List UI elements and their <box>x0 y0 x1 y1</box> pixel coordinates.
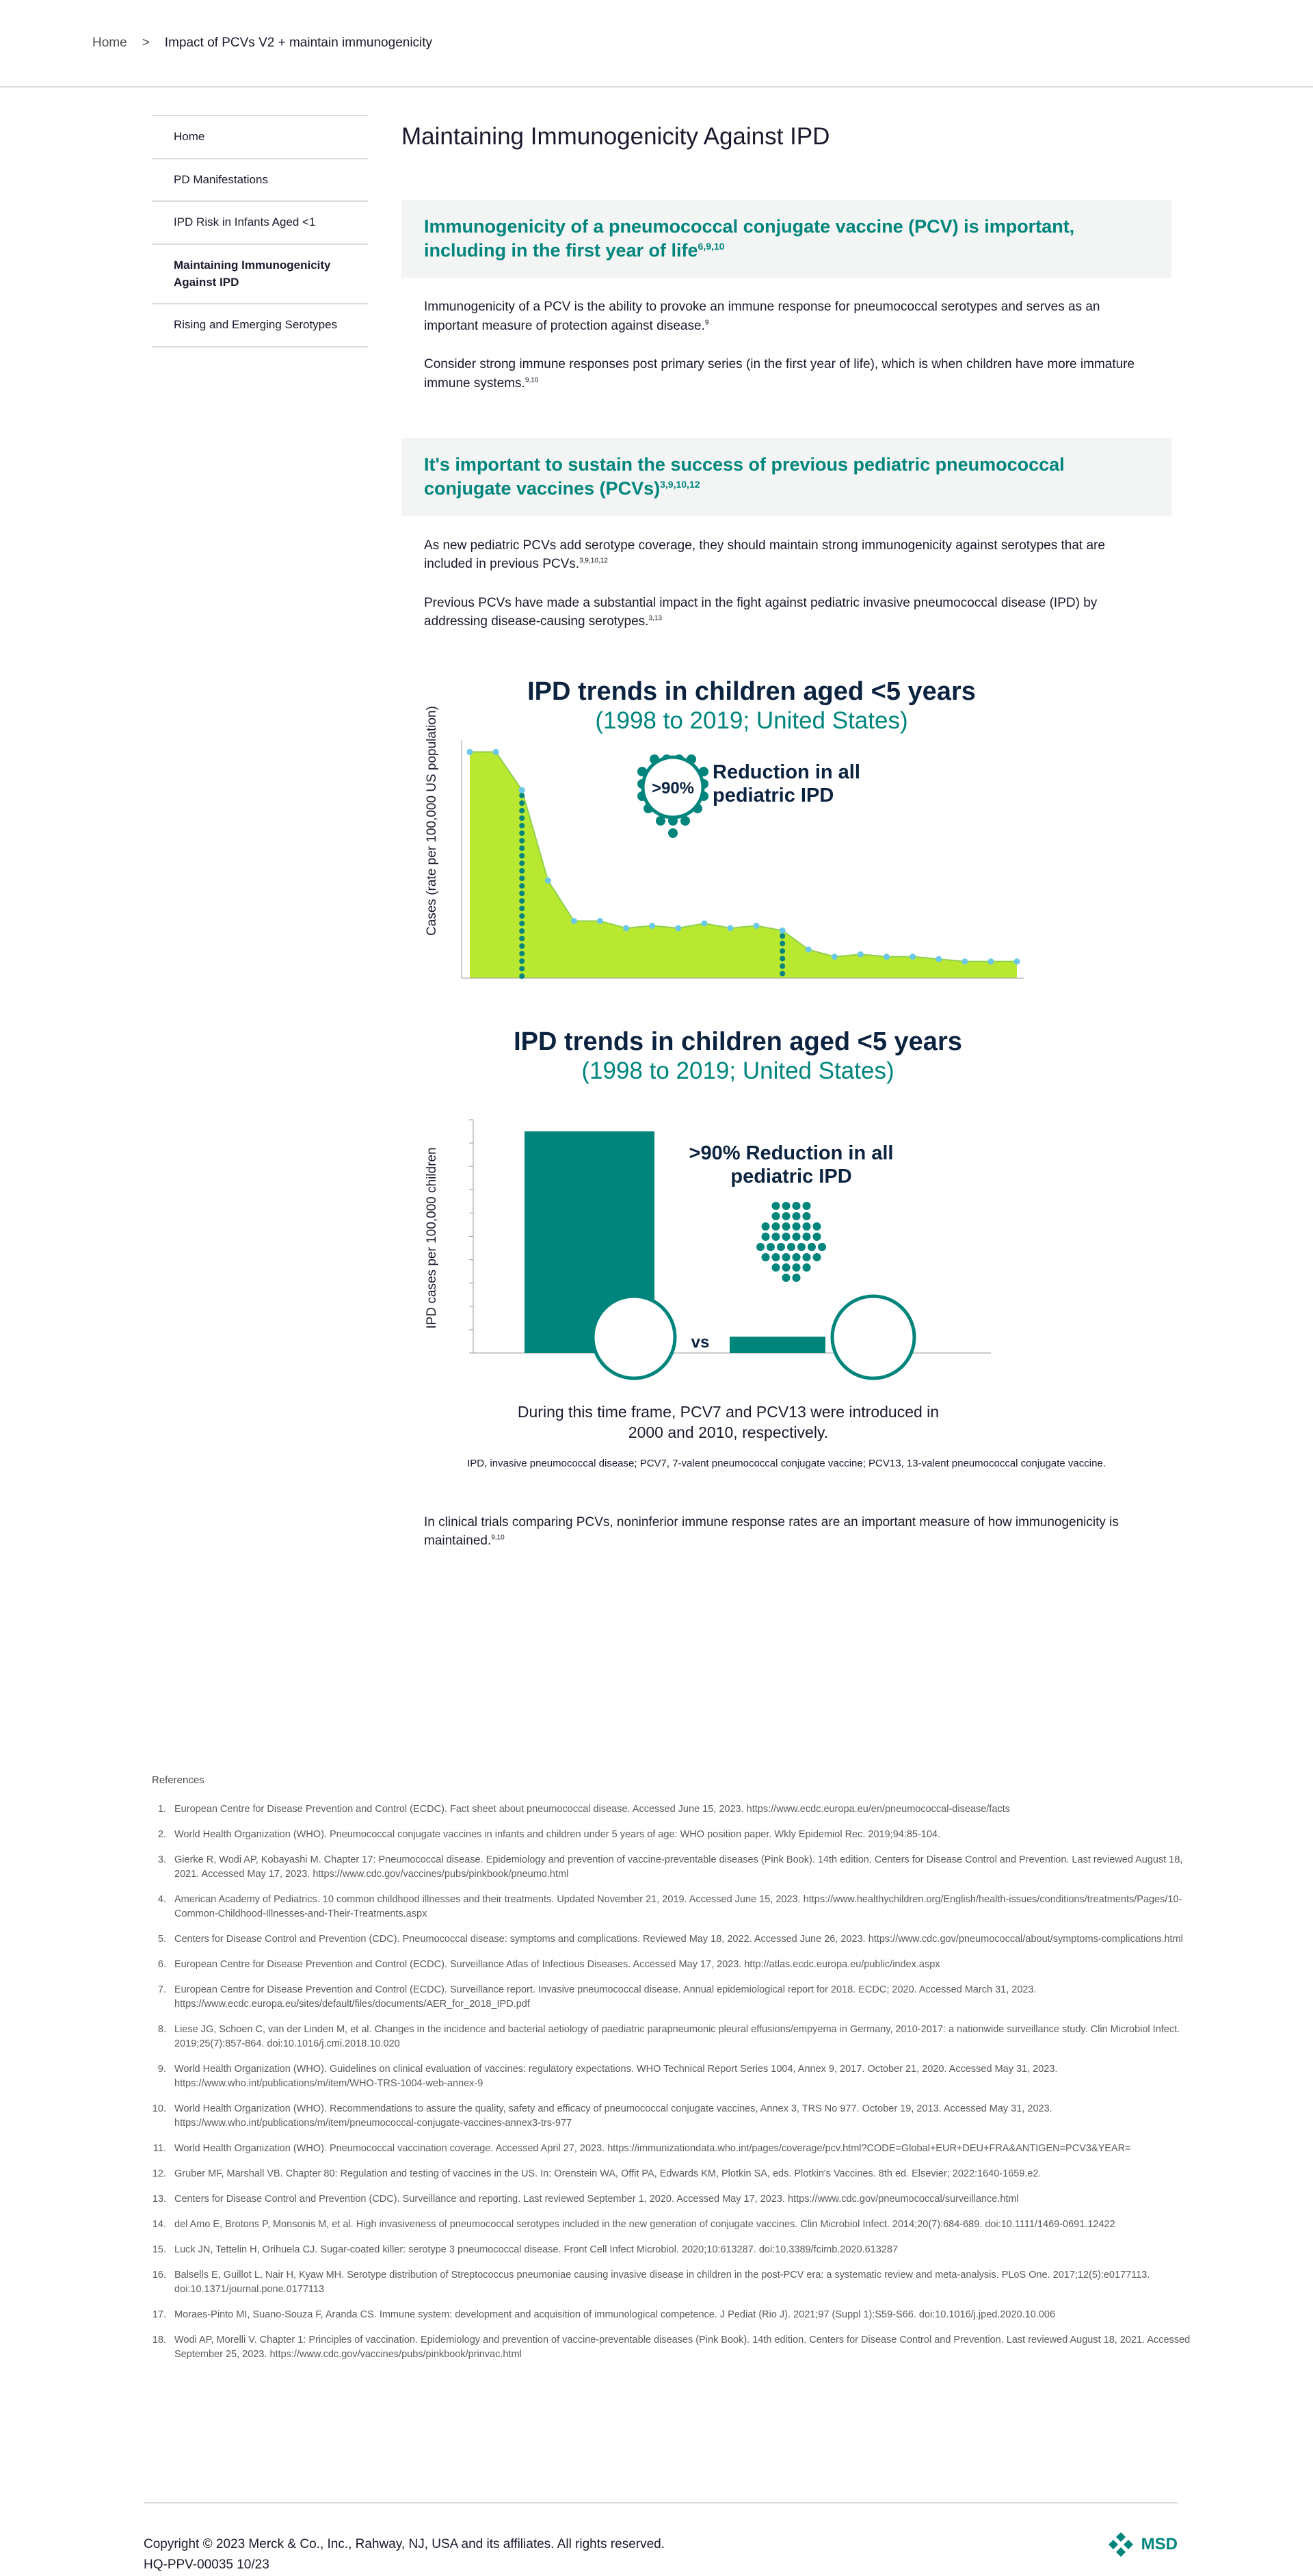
introduction-marker-dot <box>519 921 525 926</box>
arrow-dot <box>803 1212 811 1220</box>
references-section <box>152 1774 1191 2373</box>
reference-item: 10. World Health Organization (WHO). Recommendations to assure the quality, safety and efficacy of pneumococcal conjugate vaccines, Annex 3, TRS No 977. October 19, 2013. Accessed May 31, 2023. https://www.who.int/publications/m/item/pneumococcal-conjugate-vaccines-annex3-trs-977 <box>169 2102 1191 2131</box>
vs-label: vs <box>691 1332 710 1352</box>
data-point <box>858 951 864 957</box>
callout-line-2: pediatric IPD <box>713 784 834 806</box>
sidebar-item-pd-manifestations[interactable]: PD Manifestations <box>152 159 368 202</box>
data-point <box>936 956 942 962</box>
arrow-dot <box>803 1222 811 1231</box>
data-point <box>727 925 733 931</box>
arrow-dot <box>793 1233 801 1241</box>
sidebar-item-rising-serotypes[interactable]: Rising and Emerging Serotypes <box>152 304 368 347</box>
page-title: Maintaining Immunogenicity Against IPD <box>401 123 830 150</box>
citation-sup: 3,9,10,12 <box>660 479 700 490</box>
arrow-dots-icon <box>756 1202 826 1282</box>
citation-sup: 3,13 <box>648 614 662 622</box>
y-axis-label: Cases (rate per 100,000 US population) <box>425 705 439 936</box>
arrow-dot <box>772 1263 780 1272</box>
data-point <box>493 749 499 755</box>
introduction-marker-dot <box>780 941 785 946</box>
reference-item: 14. del Amo E, Brotons P, Monsonis M, et al. High invasiveness of pneumococcal serotypes included in the new generation of conjugate vaccines. Clin Microbiol Infect. 2014;20(7):684-689. doi:10.1111/1469-0691.12422 <box>169 2218 1191 2232</box>
introduction-marker-dot <box>780 948 785 954</box>
section-text-2 <box>401 536 1171 631</box>
arrow-dot <box>793 1212 801 1220</box>
callout-sustain-success <box>401 438 1171 516</box>
introduction-marker-dot <box>519 951 525 956</box>
arrow-dot <box>803 1202 811 1210</box>
data-point <box>675 925 681 931</box>
data-point <box>701 920 707 926</box>
callout-line-1: Reduction in all <box>713 761 860 783</box>
paragraph-text: In clinical trials comparing PCVs, noninferior immune response rates are an important measure of how immunogenicity is maintained. <box>424 1514 1119 1549</box>
sidebar-item-ipd-risk[interactable]: IPD Risk in Infants Aged <1 <box>152 202 368 245</box>
data-point <box>571 918 577 924</box>
arrow-dot <box>782 1253 791 1261</box>
citation-sup: 3,9,10,12 <box>579 557 608 565</box>
arrow-dot <box>803 1233 811 1241</box>
arrow-dot <box>793 1274 801 1282</box>
introduction-marker-dot <box>519 898 525 904</box>
arrow-dot <box>762 1253 770 1261</box>
caption-line-1: During this time frame, PCV7 and PCV13 were introduced in <box>517 1402 940 1421</box>
introduction-marker-dot <box>519 800 525 806</box>
citation-sup: 6,9,10 <box>698 241 725 252</box>
reference-item: 4. American Academy of Pediatrics. 10 common childhood illnesses and their treatments. Updated November 21, 2019. Accessed June 15, 2023. https://www.healthychildren.org/English/health-issues/conditions/treatments/Pages/10-Common-Childhood-Illnesses-and-Their-Treatments.aspx <box>169 1893 1191 1921</box>
introduction-marker-dot <box>519 808 525 813</box>
introduction-marker-dot <box>519 958 525 964</box>
citation-sup: 9,10 <box>525 376 539 384</box>
callout-immunogenicity <box>401 200 1171 278</box>
paragraph <box>424 594 1149 631</box>
bars <box>525 1131 914 1378</box>
introduction-marker-dot <box>519 838 525 843</box>
reference-item: 8. Liese JG, Schoen C, van der Linden M, et al. Changes in the incidence and bacterial aetiology of paediatric parapneumonic pleural effusions/empyema in Germany, 2010-2017: a nationwide surveillance study. Clin Microbiol Infect. 2019;25(7):857-864. doi:10.1016/j.cmi.2018.10.020 <box>169 2023 1191 2051</box>
bar-chart-svg <box>401 1023 1085 1447</box>
introduction-marker-dot <box>519 906 525 911</box>
introduction-marker-dot <box>519 868 525 873</box>
references-list <box>152 1802 1191 2362</box>
main-content <box>401 115 1171 1551</box>
paragraph <box>424 355 1149 393</box>
introduction-marker-dot <box>519 943 525 949</box>
footer <box>144 2502 1178 2576</box>
reference-item: 6. European Centre for Disease Prevention and Control (ECDC). Surveillance Atlas of Infectious Diseases. Accessed May 17, 2023. http://atlas.ecdc.europa.eu/public/index.aspx <box>169 1958 1191 1972</box>
reduction-callout <box>637 754 860 838</box>
plot-area <box>462 749 1024 978</box>
data-point <box>597 918 603 924</box>
reference-item: 17. Moraes-Pinto MI, Suano-Souza F, Aranda CS. Immune system: development and acquisition of immunological competence. J Pediat (Rio J). 2021;97 (Suppl 1):S59-S66. doi:10.1016/j.jped.2020.10.006 <box>169 2308 1191 2322</box>
arrow-dot <box>756 1243 765 1251</box>
callout-heading <box>424 215 1149 263</box>
msd-logo[interactable] <box>1107 2531 1178 2558</box>
data-point <box>519 787 525 793</box>
data-point <box>754 923 760 929</box>
section-text-3 <box>401 1513 1171 1551</box>
paragraph <box>424 536 1149 574</box>
reference-item: 2. World Health Organization (WHO). Pneumococcal conjugate vaccines in infants and children under 5 years of age: WHO position paper. Wkly Epidemiol Rec. 2019;94:85-104. <box>169 1828 1191 1842</box>
abbreviations-footnote: IPD, invasive pneumococcal disease; PCV7, 7-valent pneumococcal conjugate vaccine; PCV13, 13-valent pneumococcal conjugate vaccine. <box>467 1457 1106 1469</box>
section-text-1 <box>401 298 1171 393</box>
introduction-marker-dot <box>780 971 785 976</box>
arrow-dot <box>797 1243 806 1251</box>
arrow-dot <box>793 1202 801 1210</box>
sidebar-item-maintaining-immunogenicity[interactable]: Maintaining Immunogenicity Against IPD <box>152 245 368 304</box>
callout-line-2: pediatric IPD <box>730 1165 852 1187</box>
reference-item: 13. Centers for Disease Control and Prevention (CDC). Surveillance and reporting. Last reviewed September 1, 2020. Accessed May 17, 2023. https://www.cdc.gov/pneumococcal/surveillance.html <box>169 2192 1191 2207</box>
introduction-marker-dot <box>519 845 525 851</box>
data-point <box>780 928 786 934</box>
y-axis-label: IPD cases per 100,000 children <box>425 1147 439 1329</box>
breadcrumb-home-link[interactable]: Home <box>92 36 127 50</box>
reference-item: 3. Gierke R, Wodi AP, Kobayashi M. Chapter 17: Pneumococcal disease. Epidemiology and prevention of vaccine-preventable diseases (Pink Book). 14th edition. Centers for Disease Control and Prevention. Last reviewed August 18, 2021. Accessed May 17, 2023. https://www.cdc.gov/vaccines/pubs/pinkbook/pneumo.html <box>169 1853 1191 1882</box>
year-badge <box>832 1296 914 1378</box>
reference-item: 16. Balsells E, Guillot L, Nair H, Kyaw MH. Serotype distribution of Streptococcus pneumoniae causing invasive disease in children in the post-PCV era: a systematic review and meta-analysis. PLoS One. 2017;12(5):e0177113. doi:10.1371/journal.pone.0177113 <box>169 2268 1191 2297</box>
data-point <box>910 954 916 960</box>
introduction-marker-dot <box>780 956 785 961</box>
data-point <box>623 925 629 931</box>
references-title: References <box>152 1774 204 1786</box>
sidebar-nav <box>152 115 368 347</box>
arrow-dot <box>803 1253 811 1261</box>
arrow-dot <box>772 1222 780 1231</box>
reference-item: 18. Wodi AP, Morelli V. Chapter 1: Principles of vaccination. Epidemiology and prevention of vaccine-preventable diseases (Pink Book). 14th edition. Centers for Disease Control and Prevention. Last reviewed August 18, 2021. Accessed September 25, 2023. https://www.cdc.gov/vaccines/pubs/pinkbook/prinvac.html <box>169 2333 1191 2362</box>
document-code: HQ-PPV-00035 10/23 <box>144 2558 269 2573</box>
reference-item: 1. European Centre for Disease Prevention and Control (ECDC). Fact sheet about pneumococcal disease. Accessed June 15, 2023. https://www.ecdc.europa.eu/en/pneumococcal-disease/facts <box>169 1802 1191 1817</box>
breadcrumb-current: Impact of PCVs V2 + maintain immunogenicity <box>164 36 433 50</box>
arrow-dot <box>808 1243 816 1251</box>
data-point <box>545 878 551 884</box>
area-chart-svg <box>401 653 1085 1009</box>
arrow-dot <box>772 1212 780 1220</box>
introduction-marker-dot <box>519 830 525 836</box>
introduction-marker-dot <box>519 853 525 858</box>
data-point <box>884 954 890 960</box>
reduction-badge-text: >90% <box>651 778 695 798</box>
introduction-marker-dot <box>519 876 525 881</box>
arrow-dot <box>668 828 678 838</box>
reference-item: 5. Centers for Disease Control and Prevention (CDC). Pneumococcal disease: symptoms and complications. Reviewed May 18, 2022. Accessed June 26, 2023. https://www.cdc.gov/pneumococcal/about/symptoms-complications.html <box>169 1932 1191 1947</box>
arrow-dot <box>793 1263 801 1272</box>
msd-logo-icon <box>1107 2531 1135 2558</box>
breadcrumb-separator: > <box>142 36 150 50</box>
data-point <box>649 923 655 929</box>
arrow-dot <box>762 1222 770 1231</box>
chart-title: IPD trends in children aged <5 years <box>514 1027 962 1056</box>
arrow-dot <box>813 1233 821 1241</box>
ipd-trend-bar-chart <box>401 1023 1171 1447</box>
introduction-marker-dot <box>519 860 525 866</box>
breadcrumb <box>0 0 1313 88</box>
introduction-marker-dot <box>519 913 525 919</box>
arrow-dot <box>782 1222 791 1231</box>
paragraph-text: Consider strong immune responses post primary series (in the first year of life), which is when children have more immature immune systems. <box>424 357 1135 391</box>
sidebar-item-home[interactable]: Home <box>152 115 368 159</box>
introduction-marker-dot <box>519 936 525 941</box>
callout-line-1: >90% Reduction in all <box>689 1142 894 1164</box>
introduction-marker-dot <box>519 883 525 889</box>
paragraph-text: Immunogenicity of a PCV is the ability to provoke an immune response for pneumococcal serotypes and serves as an important measure of protection against disease. <box>424 300 1100 333</box>
arrow-dot <box>787 1243 795 1251</box>
arrow-dot <box>772 1253 780 1261</box>
year-badge-circle <box>593 1296 675 1378</box>
chart-title: IPD trends in children aged <5 years <box>527 676 976 706</box>
paragraph <box>424 298 1149 335</box>
arrow-dot <box>772 1202 780 1210</box>
reference-item: 11. World Health Organization (WHO). Pneumococcal vaccination coverage. Accessed April 27, 2023. https://immunizationdata.who.int/pages/coverage/pcv.html?CODE=Global+EUR+DEU+FRA&ANTIGEN=PCV3&YEAR= <box>169 2142 1191 2156</box>
bar <box>730 1337 825 1353</box>
paragraph <box>424 1513 1149 1551</box>
introduction-marker-dot <box>780 933 785 938</box>
introduction-marker-dot <box>519 815 525 821</box>
introduction-marker-dot <box>519 891 525 896</box>
introduction-marker-dot <box>780 963 785 969</box>
citation-sup: 9 <box>704 319 709 327</box>
chart-subtitle: (1998 to 2019; United States) <box>581 1057 894 1084</box>
reference-item: 15. Luck JN, Tettelin H, Orihuela CJ. Sugar-coated killer: serotype 3 pneumococcal disease. Front Cell Infect Microbiol. 2020;10:613287. doi:10.3389/fcimb.2020.613287 <box>169 2243 1191 2257</box>
caption-line-2: 2000 and 2010, respectively. <box>628 1423 829 1441</box>
reference-item: 7. European Centre for Disease Prevention and Control (ECDC). Surveillance report. Invasive pneumococcal disease. Annual epidemiological report for 2018. ECDC; 2020. Accessed March 31, 2023. https://www.ecdc.europa.eu/sites/default/files/documents/AER_for_2018_IPD.pdf <box>169 1983 1191 2012</box>
chart-subtitle: (1998 to 2019; United States) <box>595 707 908 734</box>
reference-item: 12. Gruber MF, Marshall VB. Chapter 80: Regulation and testing of vaccines in the US. In: Orenstein WA, Offit PA, Edwards KM, Plotkin SA, eds. Plotkin's Vaccines. 8th ed. Elsevier; 2022:1640-1659.e2. <box>169 2167 1191 2181</box>
data-point <box>806 946 812 952</box>
callout-heading-text: Immunogenicity of a pneumococcal conjugate vaccine (PCV) is important, including in the first year of life <box>424 216 1075 261</box>
arrow-dot <box>782 1274 791 1282</box>
arrow-dot <box>813 1253 821 1261</box>
arrow-dot <box>793 1222 801 1231</box>
citation-sup: 9,10 <box>491 1534 505 1542</box>
data-point <box>1014 958 1020 964</box>
data-point <box>832 954 838 960</box>
callout-heading-text: It's important to sustain the success of previous pediatric pneumococcal conjugate vaccines (PCVs) <box>424 454 1065 499</box>
copyright-text: Copyright © 2023 Merck & Co., Inc., Rahway, NJ, USA and its affiliates. All rights reserved. <box>144 2537 665 2551</box>
paragraph-text: As new pediatric PCVs add serotype coverage, they should maintain strong immunogenicity against serotypes that are included in previous PCVs. <box>424 538 1105 572</box>
arrow-dot <box>767 1243 775 1251</box>
arrow-dot <box>793 1253 801 1261</box>
arrow-dot <box>762 1233 770 1241</box>
introduction-marker-dot <box>519 823 525 828</box>
arrow-dot <box>803 1263 811 1272</box>
msd-logo-text: MSD <box>1141 2535 1178 2553</box>
introduction-marker-dot <box>519 928 525 934</box>
arrow-dot <box>772 1233 780 1241</box>
paragraph-text: Previous PCVs have made a substantial impact in the fight against pediatric invasive pneumococcal disease (IPD) by addressing disease-causing serotypes. <box>424 595 1098 629</box>
arrow-dot <box>782 1263 791 1272</box>
arrow-dot <box>782 1212 791 1220</box>
data-point <box>467 749 473 755</box>
introduction-marker-dot <box>519 973 525 979</box>
arrow-dot <box>818 1243 826 1251</box>
year-badge-circle <box>832 1296 914 1378</box>
arrow-dot <box>777 1243 785 1251</box>
data-point <box>961 958 968 964</box>
ipd-trend-area-chart <box>401 653 1171 1009</box>
introduction-marker-dot <box>519 793 525 798</box>
arrow-dot <box>813 1222 821 1231</box>
introduction-marker-dot <box>519 966 525 971</box>
reference-item: 9. World Health Organization (WHO). Guidelines on clinical evaluation of vaccines: regulatory expectations. WHO Technical Report Series 1004, Annex 9, 2017. October 21, 2020. Accessed May 31, 2023. https://www.who.int/publications/m/item/WHO-TRS-1004-web-annex-9 <box>169 2062 1191 2091</box>
arrow-dot <box>782 1202 791 1210</box>
data-point <box>987 958 994 964</box>
year-badge <box>593 1296 675 1378</box>
callout-heading <box>424 453 1149 501</box>
arrow-dot <box>782 1233 791 1241</box>
